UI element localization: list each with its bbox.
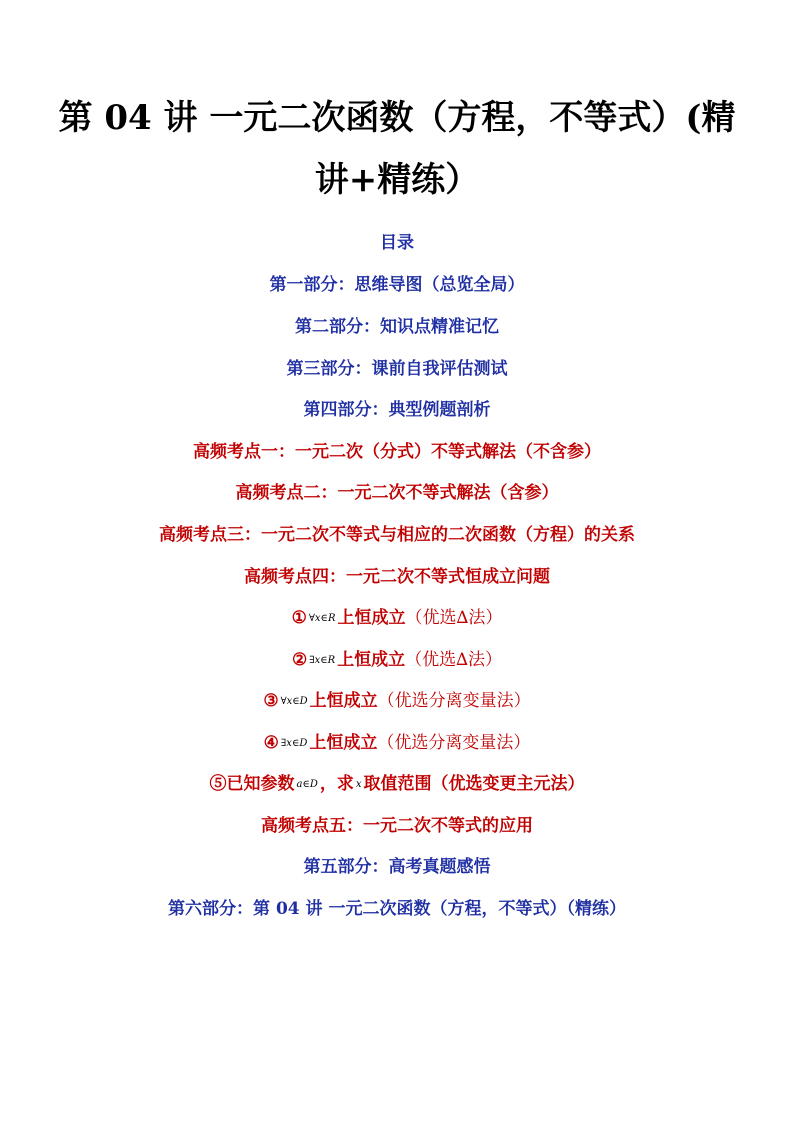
sub-item-text: 上恒成立	[309, 733, 378, 753]
toc-high-freq-5: 高频考点五：一元二次不等式的应用	[261, 816, 533, 836]
sub-item-note: （优选分离变量法）	[377, 691, 531, 711]
toc-part-5: 第五部分：高考真题感悟	[303, 857, 491, 877]
math-expression: a∈D	[296, 779, 318, 790]
sub-item-note: （优选∆法）	[405, 650, 503, 670]
sub-item-text: 上恒成立	[337, 650, 406, 670]
math-variable: x	[355, 779, 362, 790]
sub-item-number: ④	[263, 733, 279, 753]
toc-sub-item-1	[0, 606, 794, 631]
toc-part-2: 第二部分：知识点精准记忆	[295, 317, 499, 337]
sub-item-number: ①	[291, 608, 307, 628]
toc-sub-item-5	[0, 772, 794, 797]
math-expression: ∀x∈D	[280, 696, 308, 707]
sub-item-text: 上恒成立	[309, 691, 378, 711]
toc-high-freq-2: 高频考点二：一元二次不等式解法（含参）	[235, 483, 559, 503]
toc-sub-item-2	[0, 648, 794, 673]
toc-high-freq-3: 高频考点三：一元二次不等式与相应的二次函数（方程）的关系	[159, 525, 635, 545]
document-title-line-2: 讲+精练）	[314, 160, 480, 200]
sub-item-note: （优选∆法）	[405, 608, 503, 628]
toc-sub-item-4	[0, 731, 794, 756]
math-expression: ∀x∈R	[308, 613, 336, 624]
sub-item-number: ②	[291, 650, 308, 670]
toc-part-4: 第四部分：典型例题剖析	[303, 400, 491, 420]
sub-item-text: 取值范围（优选变更主元法）	[363, 774, 585, 794]
toc-part-3: 第三部分：课前自我评估测试	[286, 359, 508, 379]
sub-item-note: （优选分离变量法）	[377, 733, 531, 753]
document-title-line-1: 第 04 讲 一元二次函数（方程，不等式）(精	[58, 98, 736, 138]
toc-sub-item-3	[0, 689, 794, 714]
math-expression: ∃x∈D	[280, 738, 308, 749]
sub-item-number: ③	[263, 691, 279, 711]
sub-item-number: ⑤	[209, 774, 227, 794]
sub-item-text: ，求	[319, 774, 354, 794]
toc-part-1: 第一部分：思维导图（总览全局）	[269, 275, 525, 295]
toc-heading: 目录	[380, 233, 414, 253]
toc-high-freq-1: 高频考点一：一元二次（分式）不等式解法（不含参）	[193, 442, 601, 462]
sub-item-text: 已知参数	[226, 774, 295, 794]
math-expression: ∃x∈R	[309, 655, 336, 666]
sub-item-text: 上恒成立	[337, 608, 406, 628]
toc-part-6: 第六部分：第 04 讲 一元二次函数（方程，不等式）（精练）	[168, 899, 626, 919]
toc-high-freq-4: 高频考点四：一元二次不等式恒成立问题	[244, 567, 550, 587]
